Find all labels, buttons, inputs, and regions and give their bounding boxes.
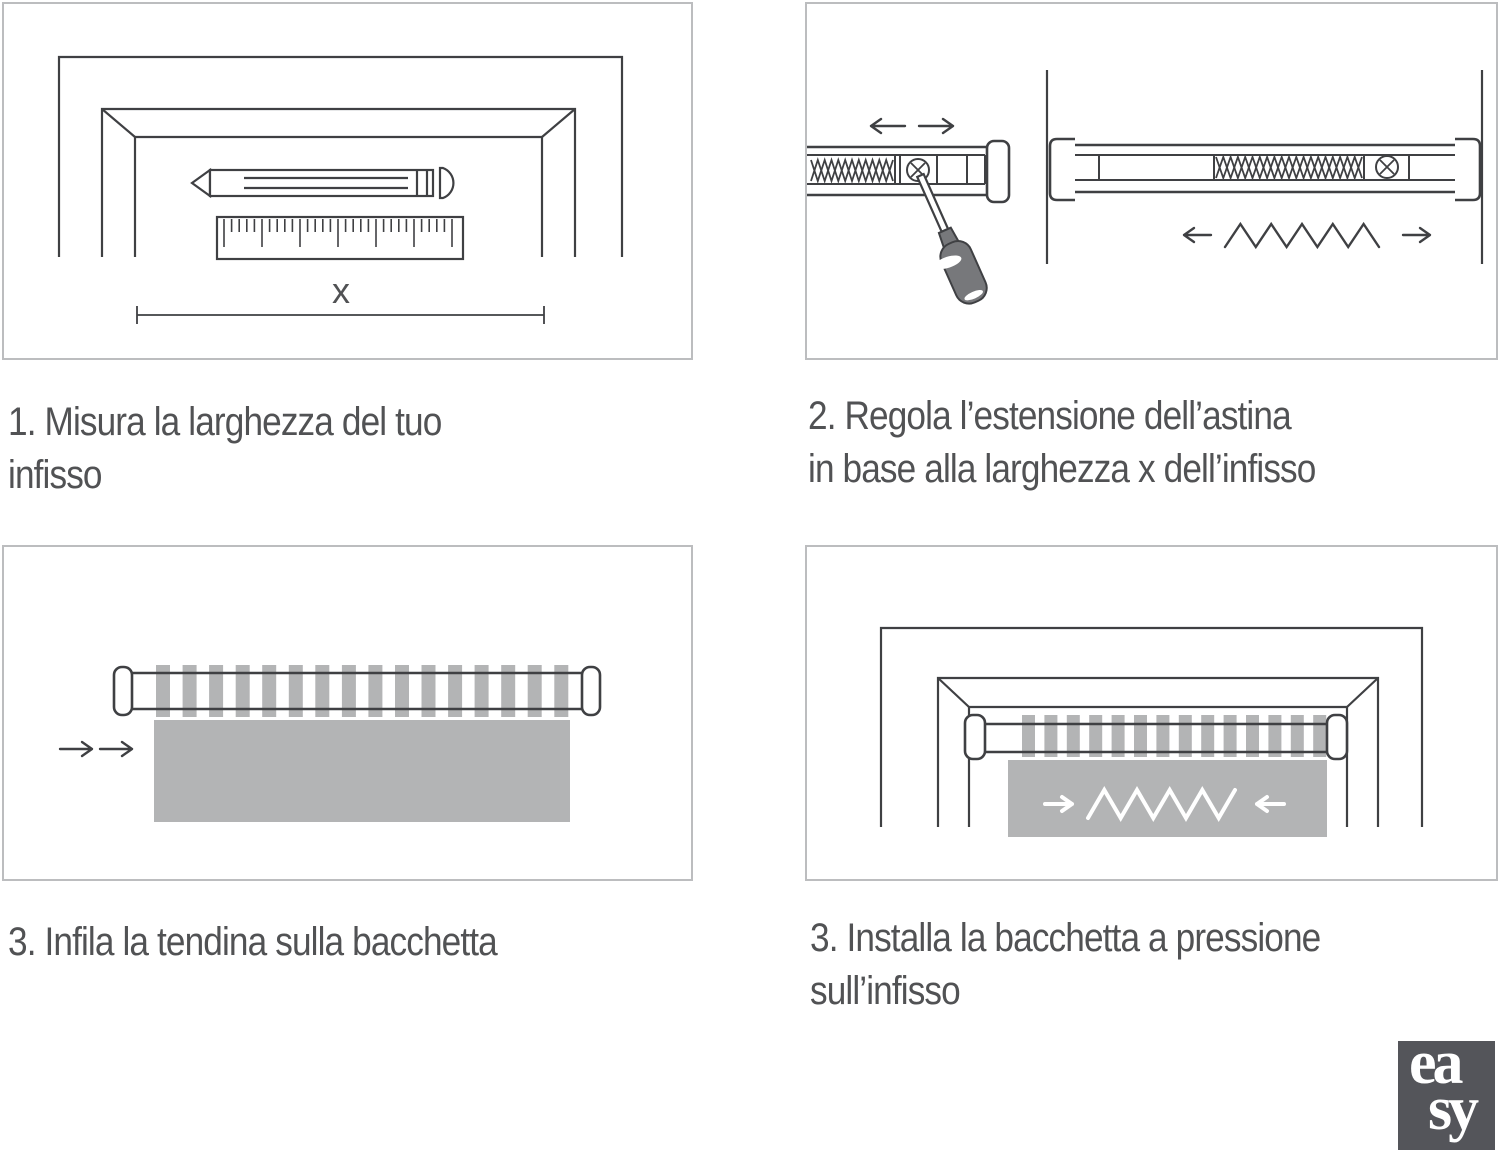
right-arrow-icon [60, 742, 92, 756]
adjust-arrows [871, 119, 953, 133]
rod-extended [1050, 139, 1480, 200]
panel-step-install [805, 545, 1498, 881]
panel-step-adjust [805, 2, 1498, 360]
slide-arrows [60, 742, 132, 756]
caption-line: infisso [8, 453, 102, 497]
figure-install-rod [807, 547, 1496, 879]
caption-step-measure [8, 396, 441, 502]
caption-line: 3. Installa la bacchetta a pressione [810, 916, 1321, 960]
caption-step-install [810, 912, 1320, 1018]
spring-coil [811, 160, 893, 181]
caption-step-adjust [808, 390, 1315, 496]
rod-section-cutaway [807, 141, 1009, 202]
right-arrow-icon [919, 119, 953, 133]
caption-line: 3. Infila la tendina sulla bacchetta [8, 920, 497, 964]
figure-adjust-rod [807, 4, 1496, 358]
caption-line: 2. Regola l’estensione dell’astina [808, 394, 1291, 438]
curtain [1008, 715, 1327, 837]
figure-thread-curtain [4, 547, 691, 879]
ruler-icon [217, 217, 463, 259]
spring-coil [1216, 157, 1362, 178]
screwdriver-icon [898, 169, 991, 312]
logo-text-bottom: sy [1428, 1075, 1476, 1143]
dimension-line [137, 270, 544, 324]
left-arrow-icon [1184, 228, 1211, 242]
pencil-icon [192, 168, 453, 198]
caption-line: 1. Misura la larghezza del tuo [8, 400, 442, 444]
width-label: x [332, 270, 350, 311]
figure-measure-window [4, 4, 691, 358]
right-arrow-icon [100, 742, 132, 756]
logo-text-top: ea [1409, 1041, 1460, 1097]
spring-icon [1225, 224, 1379, 247]
caption-line: in base alla larghezza x dell’infisso [808, 447, 1316, 491]
caption-line: sull’infisso [810, 969, 960, 1013]
screw-icon [1376, 156, 1398, 178]
left-arrow-icon [871, 119, 905, 133]
panel-step-measure [2, 2, 693, 360]
extension-spring-symbol [1184, 224, 1430, 247]
right-arrow-icon [1403, 228, 1430, 242]
caption-step-thread [8, 916, 497, 969]
curtain [154, 665, 570, 822]
easy-logo [1398, 1041, 1495, 1150]
panel-step-thread [2, 545, 693, 881]
